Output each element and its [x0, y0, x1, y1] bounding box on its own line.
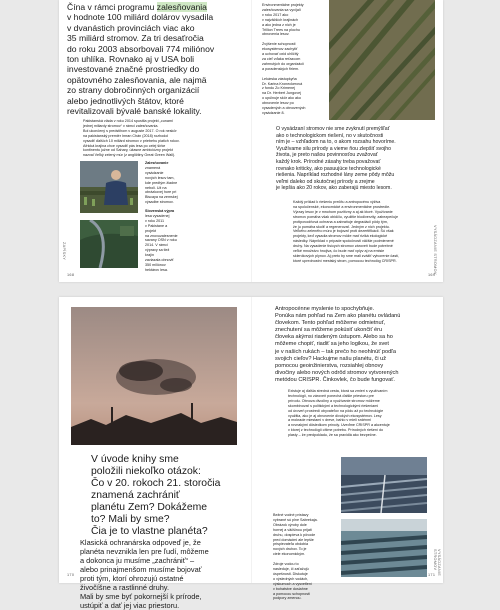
caption-line: Zdroje vodou to: [273, 562, 299, 567]
intro-line: alebo jednotlivých štátov, ktoré: [67, 95, 184, 106]
caption-line: výskumoch a vysvetlení: [273, 581, 312, 586]
bottom-left-heading: [91, 454, 251, 538]
caption-line: Lekárska zástupkyňa: [262, 76, 297, 81]
top-left-intro: [67, 2, 247, 116]
page-number: 170: [67, 573, 75, 577]
heading-line: položili niekoľko otázok:: [91, 466, 201, 477]
body-line: Klasická ochranárska odpoveď je, že: [80, 538, 201, 547]
intro-line: ton uhlíka. Rovnako aj v USA boli: [67, 54, 195, 65]
caption-line: a pomocou schopnosti: [273, 591, 310, 596]
body-line: že ju pomáha skoliť a regenerovať. Jedným z nich projektu.: [293, 224, 390, 229]
bottom-right-intro: [275, 306, 439, 384]
intro-line: človekom. Tento pohľad môžeme odmietnuť,: [275, 320, 386, 327]
bottom-spread: [59, 297, 443, 610]
bottom-left-body: [80, 538, 250, 610]
intro-line: v hodnote 100 miliárd dolárov vysadila: [67, 12, 214, 23]
top-left-caption-2: [145, 209, 179, 273]
page-number: 168: [67, 273, 75, 277]
top-spread: [59, 0, 443, 282]
bottom-gutter: [251, 297, 252, 583]
caption-line: neboli. Už na: [145, 185, 167, 190]
caption-line: zaviazala obnoviť: [145, 258, 174, 263]
top-right-intro: [276, 126, 439, 192]
intro-line: revitalizovali bývalé banské lokality.: [67, 106, 202, 117]
bottom-right-body: [288, 389, 438, 438]
top-gutter: [251, 0, 252, 282]
heading-line: znamená zachrániť: [91, 490, 180, 501]
body-line: Každý príklad k riešeniu prečítu a antropocénu výživa: [293, 200, 381, 204]
body-line: na spoločenské, ekonomické a environmentálne prostredie.: [293, 204, 391, 209]
caption-line: druhu, dospieva k pôvode: [273, 532, 316, 537]
intro-line: ním je – vzhľadom na to, o akom rozsahu hovoríme.: [276, 139, 396, 146]
caption-line: výsadbe stromov.: [145, 200, 174, 205]
body-line: protipovodňová ochrana a zabraňuje degradácii pôdy tým,: [293, 219, 388, 224]
body-line: technológií, no zároveň ponechá ďalšie priestoru pre: [288, 393, 374, 398]
caption-line: v roku 2011: [145, 218, 164, 223]
caption-line: zalesňovania sa vyvíjali: [262, 7, 301, 12]
body-line: a dokonca ju musíme „zachrániť“ –: [80, 556, 195, 565]
caption-line: výpravy sa tiež krajín: [145, 248, 170, 258]
caption-line: vysádzanie 8.: [262, 110, 285, 115]
caption-line: v najväčších krajinách: [262, 17, 299, 22]
body-line: Mali by sme byť pokornejší k prírode,: [80, 592, 202, 601]
intro-line: veľmi daleko od skutočnej prírody a zrejme: [276, 178, 375, 185]
top-left-body: [83, 119, 248, 158]
intro-line: svojich cieľov? Hackujme našu planétu, či už: [275, 355, 387, 362]
caption-line: Biscaya na zemskej: [145, 195, 178, 200]
body-line: ktoré uprednostní mestský strom, pomocou technológ CRISPR.: [293, 258, 397, 263]
caption-line: Obrázok výroby dole: [273, 522, 307, 527]
caption-line: Environmentálne projekty: [262, 3, 304, 7]
body-line: Pakistanská vláda v roku 2014 spustila projekt „cunami: [83, 119, 173, 123]
caption-line: prispievateľa obdobia: [273, 542, 309, 547]
body-line: ustúpiť a dať jej viac priestoru.: [80, 601, 180, 610]
intro-line: divočiny alebo nových odrôd stromov vytvorených: [275, 369, 399, 376]
heading-line: V úvode knihy sme: [91, 454, 179, 465]
body-line: živočíšne a rastlinné druhy.: [80, 583, 170, 592]
spine-label: VYSÁDZANIE STROMOV: [433, 225, 437, 275]
body-line: a mokrade miestami v dreve, bahlo v mieli srdénmi: [288, 418, 371, 423]
spine-label: VYSÁDZANIE STROMOV: [433, 549, 441, 577]
caption-line: v bohatstve dosiahne: [273, 586, 308, 591]
body-line: Výrazy lesov je v mnohom pozitívny a aj ak ktoré. Využívanie: [293, 209, 393, 214]
page-number: 169: [428, 273, 436, 277]
intro-line: do roku 2003 absorbovali 774 miliónov: [67, 43, 215, 54]
body-line: veľké množstvo hnojiva, čo bude mať vplyv aj na emisie: [293, 249, 385, 254]
intro-line: je lepšia ako 20 rokov, ako zaberajú miesto lesom.: [276, 185, 392, 192]
caption-line: zahrnutých do organizácií: [262, 61, 305, 66]
intro-line: metódou CRISPR. Činkovlek, čo bude fungovať.: [275, 376, 395, 383]
caption-line: o výsledných vodách,: [273, 576, 309, 581]
top-left-caption-1: [145, 161, 179, 205]
intro-line: môžeme chopiť, riadiť sa jeho logikou, že svet: [275, 341, 389, 348]
intro-line: opätovného zalesňovania, ale najmä: [67, 74, 207, 85]
caption-line: obnovenie lesov po: [262, 101, 294, 106]
caption-line: úspešnosti. Diskutuje: [273, 571, 308, 576]
caption-line: a uchovať oxid uhličitý: [262, 52, 299, 57]
heading-line: Čo v 20. rokoch 21. storočia: [91, 478, 221, 489]
page-number: 171: [428, 573, 436, 577]
caption-line: Dr. Karina Kroneckerová: [262, 81, 303, 86]
caption-line: hornej a väčšinou prijatí: [273, 527, 312, 532]
body-line: plasty – že predpokladu, že sa pravidlá ako bezpečne.: [288, 433, 377, 438]
body-line: využitia, ako je aj obnovenie divokých ekosystémov. Lesy: [288, 413, 382, 418]
caption-title: Zalesňovanie: [145, 161, 169, 165]
intro-line: znechutení sa môžeme pokúsiť ukončiť éru: [275, 327, 383, 334]
caption-title: Slovenská výpra: [145, 209, 175, 213]
caption-line: nových lesov tam,: [145, 175, 175, 180]
caption-line: obrázkovej hore pri: [145, 190, 177, 195]
body-line: na pakistanský premiér Imran Chán (2018) rozhodol: [83, 133, 169, 138]
caption-line: kde predtým žiadne: [145, 180, 178, 185]
body-line: prírodu. Obnova divočiny a využívanie stromov môžeme: [288, 398, 380, 403]
highlighted-word: zalesňovania: [156, 2, 207, 12]
body-line: projekty, keď vysadia stromov môže mať riziká ekologické: [293, 234, 388, 239]
caption-line: Bežné vodné prístavy: [273, 513, 309, 517]
caption-line: hektárov lesa.: [145, 267, 168, 272]
caption-line: za cieľ vďaka reťazcom: [262, 56, 301, 61]
caption-line: znamená vysádzanie: [145, 165, 164, 175]
caption-line: 2014. V rámci: [145, 243, 168, 248]
caption-line: nových druhov. To je: [273, 547, 307, 552]
body-line: skleníkových plynov. Aj preto by sme mali zvážiť vytvorenie častí,: [293, 253, 400, 258]
spine-label: ZAPÍSKY: [62, 242, 66, 261]
body-line: nazval Veľký zelený múr (z angličtiny Great Green Wall).: [83, 153, 176, 158]
intro-line: Antropocénne myslenie to spochybňuje.: [275, 306, 375, 312]
body-line: druhy. Na vysadenie tisícych stromov zároveň bude potrebné: [293, 244, 393, 249]
caption-line: lesa vysadenej: [145, 213, 170, 218]
caption-line: ciele ekonomickým.: [273, 552, 306, 557]
intro-line: zo strany dobročinných organizácií: [67, 85, 200, 96]
top-right-body: [293, 200, 437, 264]
intro-line: v dvanástich provinciách viac ako: [67, 22, 195, 33]
body-line: Existuje aj ďalšia stredná cesta, ktorá sa zmieri s využívaním: [288, 389, 388, 393]
body-line: vysadiť ďalších 10 miliárd stromov v priebehu piatich rokov.: [83, 138, 180, 143]
body-line: planéta nevznikla len pre ľudí, môžeme: [80, 547, 209, 556]
heading-line: Čia je to vlastne planéta?: [91, 526, 208, 537]
caption-line: a ako jedna z nich je: [262, 22, 296, 27]
intro-line: rovnako kriticky, ako pasuujúce technologické: [276, 165, 381, 172]
body-line: a rovnakými dôsledkom prírody. Uveďme CRISPR a akcentuje: [288, 423, 390, 428]
solar-farm-photo: [341, 457, 427, 513]
bottom-right-caption: [273, 513, 333, 601]
caption-line: Trillion Trees na plochu: [262, 27, 300, 32]
intro-line: človeka akýmsi riadeným ústupom. Alebo sa ho: [275, 334, 393, 341]
body-line: Veľkého zeleného múru je bojovať proti dezertifikácii. Sú však: [293, 229, 394, 234]
body-line: skombinovať s politickými a technologickými riešeniami: [288, 403, 379, 408]
top-right-caption: [262, 3, 320, 116]
caption-line: 350 miliónov: [145, 262, 166, 267]
heading-line: planétu Zem? Dokážeme: [91, 502, 208, 513]
body-line: alebo prinajmenšom musíme bojovať: [80, 565, 202, 574]
caption-line: vysadených a obnovených: [262, 106, 306, 111]
caption-line: ekosystémov zachytiť: [262, 47, 298, 52]
aerial-forest-photo: [80, 220, 138, 268]
body-line: jednej miliardy stromov“ v rámci zalesňovania.: [83, 123, 159, 128]
intro-line: je v našich rukách – tak prečo ho neohlnúť podľa: [275, 348, 396, 355]
intro-line: riešenia. Napríklad rozhodné lány zeme pôdy môžu: [276, 172, 395, 179]
intro-line: O vysádzaní stromov nie sme zvyknutí premýšľať: [276, 126, 390, 132]
intro-line: života, je preto našou povinnosťou zvažovať: [276, 152, 378, 159]
caption-line: na Dr. Herbert Jungovej: [262, 91, 301, 96]
heading-line: to? Mali by sme?: [91, 514, 170, 525]
body-line: od úroveň prostredí obyvateľov na pôdu až po technológie: [288, 408, 384, 413]
body-line: Africká krajina chce vysadiť pás lesa po celej šírke: [83, 143, 166, 148]
caption-line: obnovenia lesov.: [262, 32, 290, 37]
caption-line: v Pakistane a projekt: [145, 223, 168, 233]
body-line: kontinentu južne od Sahary, úžasne ambiciózny projekt: [83, 148, 173, 153]
caption-line: o upúlnuje skôr ako ako: [262, 96, 301, 101]
caption-line: na znovuzalesnenie: [145, 233, 178, 238]
intro-line: Ponúka nám pohľad na Zem ako planétu ovládanú: [275, 313, 401, 320]
intro-line: investované značné prostriedky do: [67, 64, 200, 75]
intro-line: každý krok. Prírodné zásahy treba považovať: [276, 158, 381, 165]
aerial-farmland-photo: [329, 0, 435, 120]
caption-line: z fondu Zo Krimenej: [262, 86, 295, 91]
caption-line: vybrané sú plne Sabrekaja.: [273, 517, 318, 522]
body-line: proti tým, ktorí ohrozujú ostatné: [80, 574, 184, 583]
intro-line: 35 miliárd stromov. Za tri desaťročia: [67, 33, 204, 44]
caption-line: nasleduje, či zaťažujú: [273, 566, 309, 571]
solar-panels-photo: [341, 519, 427, 577]
caption-line: v roku 2017 ako: [262, 12, 289, 17]
body-line: stromov pomáha však obidčiu, využitie biodiverzity, zabezpečuje: [293, 214, 399, 219]
bird-murmuration-photo: [71, 307, 237, 445]
caption-line: pred domácimi ale lepšie: [273, 537, 314, 542]
body-line: následky. Nápríklad v prípade spoločnosti väčšie podmienené: [293, 239, 394, 244]
intro-line: Využívame silu prírody a vieme ňou zlepšiť svojho: [276, 145, 392, 152]
caption-line: savany OSN v roku: [145, 238, 177, 243]
caption-line: podpory zmenou.: [273, 596, 302, 601]
intro-line: ako o technologickom riešení, no v skutočnosti: [276, 132, 384, 139]
intro-line: Čína v rámci programu zalesňovania: [67, 2, 207, 12]
intro-line: pomocou geoinžinierstva, rozsiahlej obnovy: [275, 362, 384, 369]
caption-line: a poradenských firiem.: [262, 66, 300, 71]
body-line: v ktorej z technológií cítime potrebu. Prírodných riešení do: [288, 428, 384, 433]
body-line: Bol ukončený s predstihom v auguste 2017. O rok neskôr: [83, 128, 177, 133]
man-with-seedlings-photo: [80, 161, 138, 213]
caption-line: Zvýšenie schopnosti: [262, 42, 296, 47]
